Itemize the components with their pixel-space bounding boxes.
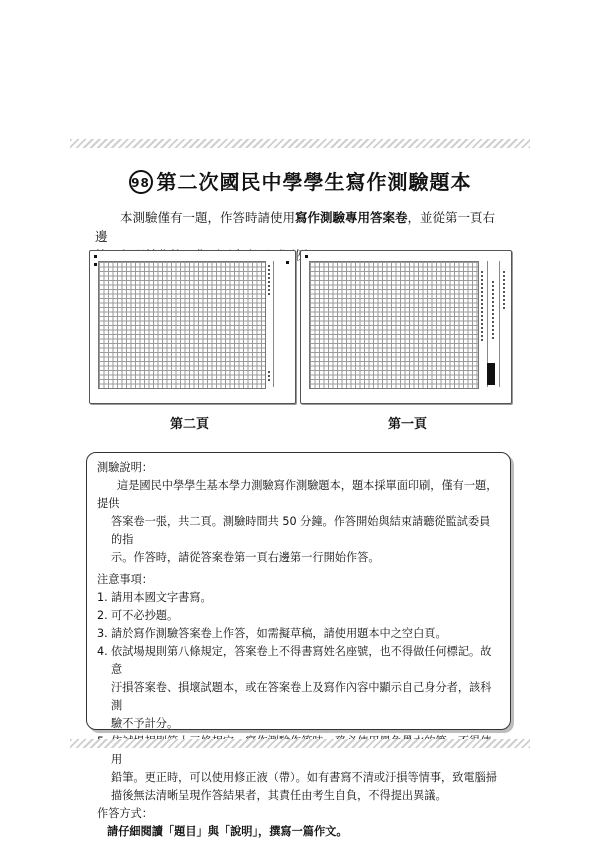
caption-page-1: 第一頁 (388, 417, 428, 432)
item-text: 可不必抄題。 (111, 609, 179, 622)
item-text: 驗不予計分。 (111, 717, 179, 730)
item-number: 3. (97, 627, 108, 640)
writing-grid (98, 261, 266, 389)
margin-text (481, 271, 483, 341)
heading-test-description: 測驗說明： (97, 461, 153, 474)
item-number: 4. (97, 645, 108, 658)
corner-mark (286, 261, 289, 264)
margin-line (499, 261, 500, 387)
corner-mark (94, 255, 97, 258)
answer-sheet-page-1-illustration (300, 250, 512, 404)
item-text: 請於寫作測驗答案卷上作答，如需擬草稿，請使用題本中之空白頁。 (111, 627, 447, 640)
description-line: 這是國民中學學生基本學力測驗寫作測驗題本，題本採單面印刷，僅有一題，提供 (97, 479, 498, 510)
heading-answer-method: 作答方式： (97, 807, 153, 820)
item-text: 請用本國文字書寫。 (111, 591, 212, 604)
margin-text (492, 281, 494, 341)
answer-method-text: 請仔細閱讀「題目」與「說明」，撰寫一篇作文。 (107, 825, 348, 838)
answer-sheet-page-2-illustration (89, 250, 296, 404)
list-item (97, 589, 500, 607)
corner-mark (305, 255, 308, 258)
list-item (97, 607, 500, 625)
item-number: 1. (97, 591, 108, 604)
corner-mark (94, 263, 97, 266)
bottom-decorative-stripe (70, 739, 530, 748)
heading-notes: 注意事項： (97, 573, 153, 586)
writing-grid (309, 261, 479, 389)
item-text: 描後無法清晰呈現作答結果者，其責任由考生自負，不得提出異議。 (111, 789, 447, 802)
instructions-panel (86, 452, 511, 838)
intro-bold-text: 寫作測驗專用答案卷 (295, 210, 408, 225)
intro-text-2: ，並從第一頁右邊 (95, 210, 496, 244)
list-item (97, 643, 500, 733)
item-text: 鉛筆。更正時，可以使用修正液（帶）。如有書寫不清或汙損等情事，致電腦掃 (111, 771, 497, 784)
margin-text (503, 271, 505, 311)
margin-text (268, 265, 270, 297)
description-line: 答案卷一張，共二頁。測驗時間共 50 分鐘。作答開始與結束請聽從監試委員的指 (111, 515, 491, 546)
notes-list (97, 589, 500, 805)
list-item (97, 625, 500, 643)
barcode-block (487, 363, 495, 385)
caption-page-2: 第二頁 (170, 417, 210, 432)
intro-text-1: 本測驗僅有一題，作答時請使用 (120, 210, 296, 225)
top-decorative-stripe (70, 139, 530, 148)
exam-number-badge: 98 (129, 170, 153, 194)
item-number: 2. (97, 609, 108, 622)
margin-line (273, 261, 274, 387)
item-text: 依試場規則第八條規定，答案卷上不得書寫姓名座號，也不得做任何標記。故意 (111, 645, 492, 676)
item-text: 用 (111, 753, 123, 766)
title-text: 第二次國民中學學生寫作測驗題本 (156, 170, 472, 194)
item-text: 汙損答案卷、損壞試題本，或在答案卷上及寫作內容中顯示自己身分者，該科測 (111, 681, 492, 712)
description-line: 示。作答時，請從答案卷第一頁右邊第一行開始作答。 (111, 551, 380, 564)
page-title (0, 166, 600, 195)
margin-text (268, 371, 270, 381)
